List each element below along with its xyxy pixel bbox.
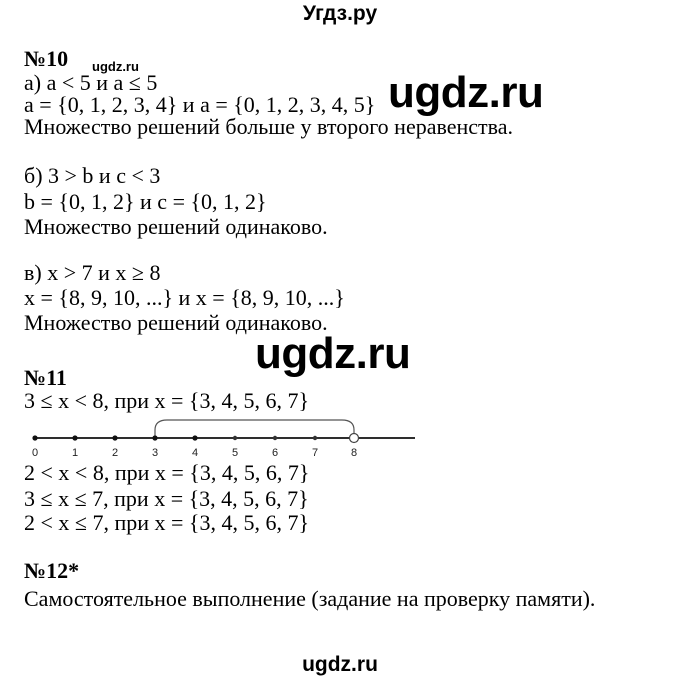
tick-dot-3 xyxy=(152,435,157,440)
task-10a-conclusion: Множество решений больше у второго неравенства. xyxy=(24,114,514,139)
tick-label: 2 xyxy=(111,447,119,459)
task-11-line-2: 2 < x < 8, при x = {3, 4, 5, 6, 7} xyxy=(24,460,310,485)
task-12-heading: №12* xyxy=(24,558,80,583)
tick-label: 7 xyxy=(311,447,319,459)
task-10b-sets: b = {0, 1, 2} и c = {0, 1, 2} xyxy=(24,189,267,214)
tick-dot-5 xyxy=(233,436,237,440)
site-title: Угдз.ру xyxy=(302,2,378,25)
task-10b-condition: б) 3 > b и c < 3 xyxy=(24,163,161,188)
tick-dot-1 xyxy=(72,435,77,440)
task-10-heading: №10 xyxy=(24,46,69,71)
task-10c-conclusion: Множество решений одинаково. xyxy=(24,310,328,335)
task-11-line-4: 2 < x ≤ 7, при x = {3, 4, 5, 6, 7} xyxy=(24,510,310,535)
number-line xyxy=(0,412,680,462)
open-circle-8 xyxy=(350,434,359,443)
tick-label: 0 xyxy=(31,447,39,459)
tick-label: 1 xyxy=(71,447,79,459)
tick-dot-0 xyxy=(32,435,37,440)
task-12-text: Самостоятельное выполнение (задание на проверку памяти). xyxy=(24,586,596,611)
tick-label: 3 xyxy=(151,447,159,459)
tick-label: 8 xyxy=(350,447,358,459)
watermark-big-1: ugdz.ru xyxy=(388,68,544,117)
task-11-heading: №11 xyxy=(24,365,67,390)
tick-dot-6 xyxy=(273,436,277,440)
tick-dot-4 xyxy=(192,435,197,440)
task-11-line-3: 3 ≤ x ≤ 7, при x = {3, 4, 5, 6, 7} xyxy=(24,486,309,511)
watermark-footer: ugdz.ru xyxy=(302,653,378,676)
watermark-big-2: ugdz.ru xyxy=(255,329,411,378)
tick-label: 5 xyxy=(231,447,239,459)
task-10a-condition: а) а < 5 и а ≤ 5 xyxy=(24,70,158,95)
tick-label: 4 xyxy=(191,447,199,459)
task-10c-sets: x = {8, 9, 10, ...} и x = {8, 9, 10, ...} xyxy=(24,285,345,310)
watermark-small: ugdz.ru xyxy=(92,59,139,74)
task-10c-condition: в) x > 7 и x ≥ 8 xyxy=(24,260,161,285)
tick-dot-2 xyxy=(112,435,117,440)
tick-label: 6 xyxy=(271,447,279,459)
task-10a-sets: а = {0, 1, 2, 3, 4} и а = {0, 1, 2, 3, 4, 5} xyxy=(24,92,376,117)
task-10b-conclusion: Множество решений одинаково. xyxy=(24,214,328,239)
interval-arc xyxy=(155,420,354,438)
task-11-line-1: 3 ≤ x < 8, при x = {3, 4, 5, 6, 7} xyxy=(24,388,310,413)
tick-dot-7 xyxy=(313,436,317,440)
